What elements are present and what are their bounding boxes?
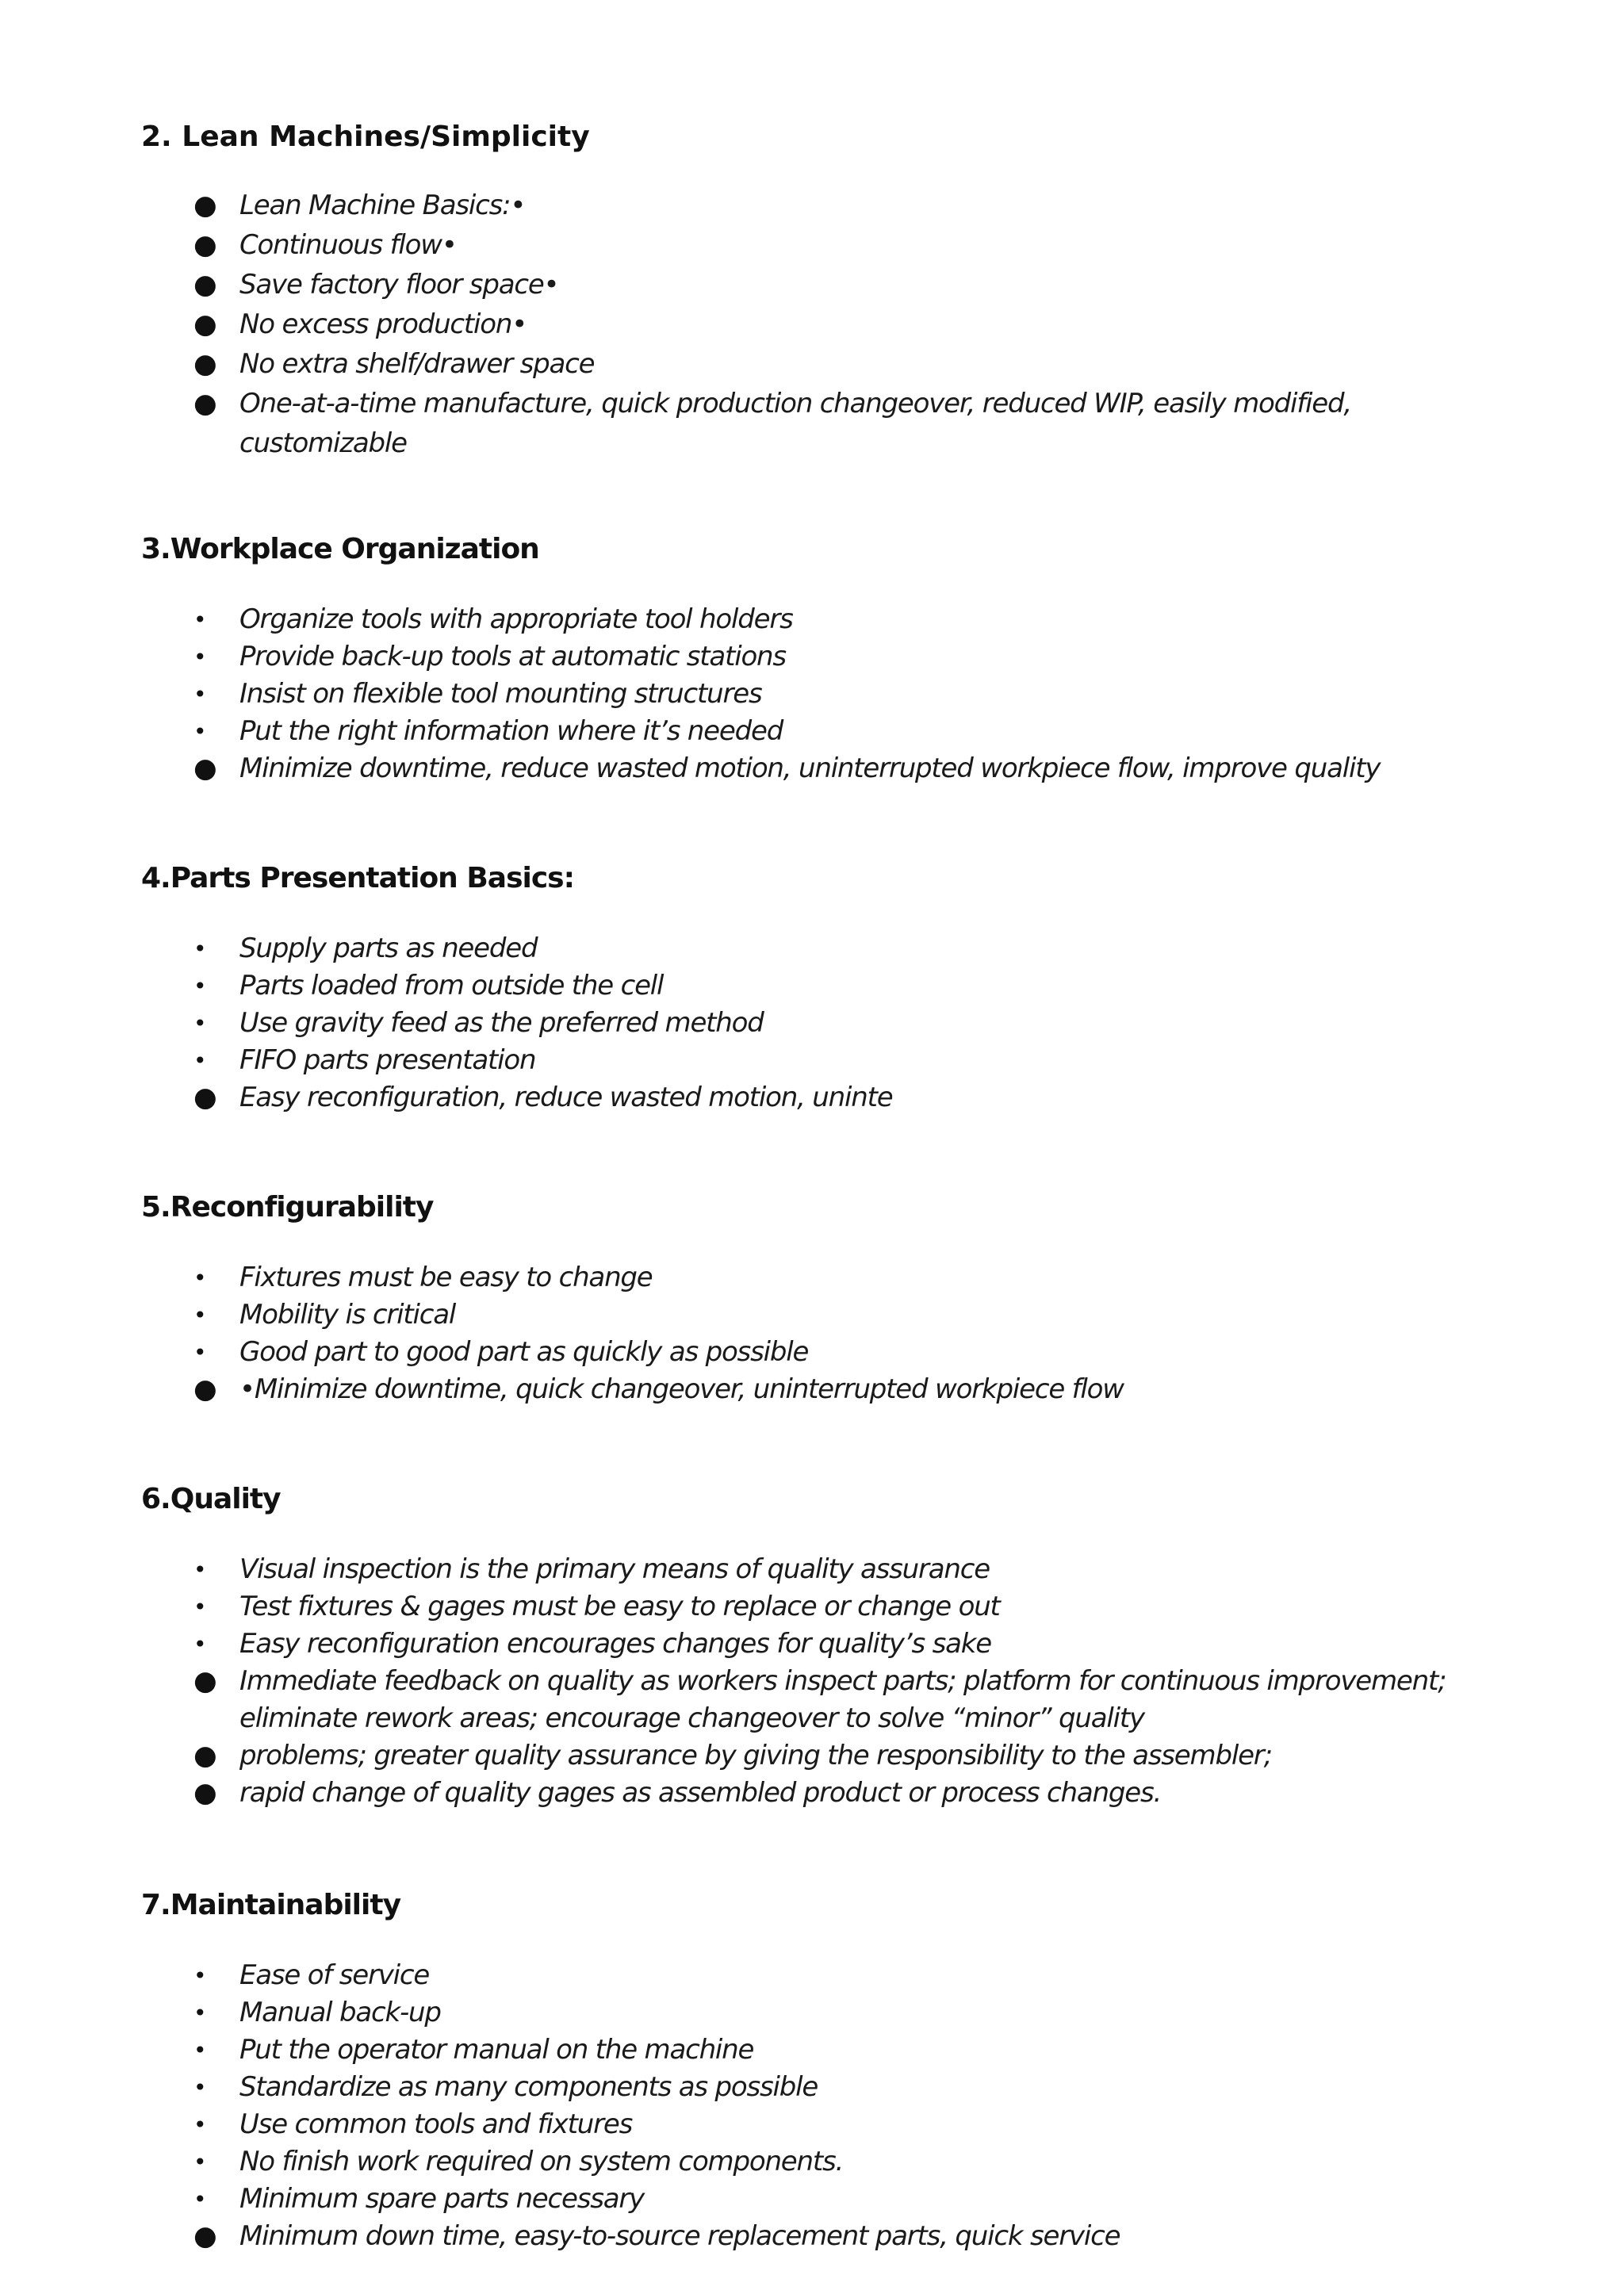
list-item (141, 713, 1521, 750)
bullet-icon: • (193, 1265, 207, 1291)
section-maintainability (141, 1887, 1521, 2255)
section-heading: 2. Lean Machines/Simplicity (141, 121, 590, 153)
bullet-list (141, 930, 1521, 1116)
bullet-icon: ● (193, 1373, 217, 1405)
list-item-text: Save factory floor space• (239, 269, 559, 301)
list-item (141, 304, 1521, 344)
bullet-icon: • (193, 2037, 207, 2063)
list-item (141, 1994, 1521, 2032)
list-item (141, 2069, 1521, 2106)
list-item-text: Immediate feedback on quality as workers inspect parts; platform for continuous improvement; eliminate rework areas; encourage changeover to solve “minor” quality (239, 1665, 1446, 1734)
bullet-list (141, 601, 1521, 787)
list-item-text: Insist on flexible tool mounting structures (239, 678, 762, 710)
section-reconfigurability (141, 1189, 1521, 1408)
bullet-icon: ● (193, 269, 217, 301)
section-workplace-organization (141, 531, 1521, 787)
list-item-text: One-at-a-time manufacture, quick production changeover, reduced WIP, easily modified, customizable (239, 388, 1352, 459)
list-item-text: Visual inspection is the primary means of quality assurance (239, 1553, 990, 1585)
list-item (141, 930, 1521, 967)
bullet-icon: ● (193, 190, 217, 221)
bullet-icon: ● (193, 308, 217, 340)
list-item-text: Minimum down time, easy-to-source replacement parts, quick service (239, 2220, 1120, 2252)
bullet-icon: ● (193, 2220, 217, 2252)
bullet-icon: • (193, 718, 207, 745)
bullet-icon: • (193, 1557, 207, 1583)
list-item-text: Ease of service (239, 1959, 430, 1991)
list-item-text: Provide back-up tools at automatic stations (239, 641, 786, 672)
list-item (141, 1334, 1521, 1371)
list-item (141, 1005, 1521, 1042)
list-item (141, 1296, 1521, 1334)
list-item (141, 1957, 1521, 1994)
list-item (141, 1551, 1521, 1588)
list-item (141, 1737, 1521, 1775)
list-item (141, 1663, 1521, 1737)
list-item (141, 344, 1521, 384)
section-heading: 5.Reconfigurability (141, 1191, 434, 1224)
list-item (141, 2181, 1521, 2218)
list-item (141, 265, 1521, 304)
list-item-text: Lean Machine Basics:• (239, 190, 526, 221)
list-item-text: Use common tools and fixtures (239, 2108, 633, 2140)
list-item-text: Organize tools with appropriate tool holders (239, 603, 793, 635)
section-heading: 3.Workplace Organization (141, 533, 539, 565)
bullet-icon: • (193, 2186, 207, 2212)
bullet-icon: • (193, 936, 207, 962)
list-item-text: Mobility is critical (239, 1299, 456, 1331)
list-item (141, 676, 1521, 713)
section-parts-presentation (141, 860, 1521, 1116)
list-item-text: Good part to good part as quickly as possible (239, 1336, 809, 1368)
list-item-text: •Minimize downtime, quick changeover, uninterrupted workpiece flow (239, 1373, 1124, 1405)
list-item (141, 225, 1521, 265)
list-item-text: rapid change of quality gages as assembled product or process changes. (239, 1777, 1162, 1809)
list-item (141, 2032, 1521, 2069)
list-item (141, 1626, 1521, 1663)
list-item (141, 638, 1521, 676)
bullet-icon: • (193, 607, 207, 633)
bullet-list (141, 1259, 1521, 1408)
bullet-icon: ● (193, 348, 217, 380)
list-item-text: Standardize as many components as possible (239, 2071, 818, 2103)
list-item-text: Test fixtures & gages must be easy to replace or change out (239, 1591, 1000, 1622)
list-item (141, 601, 1521, 638)
list-item-text: Use gravity feed as the preferred method (239, 1007, 764, 1039)
list-item-text: No extra shelf/drawer space (239, 348, 595, 380)
section-quality (141, 1481, 1521, 1812)
bullet-icon: ● (193, 229, 217, 261)
section-heading: 7.Maintainability (141, 1889, 401, 1921)
bullet-list (141, 186, 1521, 463)
bullet-list (141, 1957, 1521, 2255)
bullet-icon: ● (193, 388, 217, 419)
bullet-list (141, 1551, 1521, 1812)
list-item-text: Minimize downtime, reduce wasted motion, uninterrupted workpiece flow, improve quality (239, 753, 1381, 784)
bullet-icon: • (193, 973, 207, 999)
list-item (141, 967, 1521, 1005)
list-item-text: Supply parts as needed (239, 933, 538, 964)
list-item-text: No finish work required on system components. (239, 2146, 844, 2177)
bullet-icon: • (193, 2112, 207, 2138)
list-item-text: problems; greater quality assurance by giving the responsibility to the assembler; (239, 1740, 1272, 1771)
bullet-icon: ● (193, 1082, 217, 1113)
list-item (141, 750, 1521, 787)
bullet-icon: • (193, 1047, 207, 1074)
bullet-icon: ● (193, 1740, 217, 1771)
list-item-text: Fixtures must be easy to change (239, 1262, 653, 1293)
bullet-icon: • (193, 1631, 207, 1657)
bullet-icon: • (193, 2000, 207, 2026)
bullet-icon: • (193, 1302, 207, 1328)
list-item-text: Manual back-up (239, 1997, 441, 2028)
list-item (141, 2106, 1521, 2143)
list-item-text: Minimum spare parts necessary (239, 2183, 645, 2215)
list-item (141, 186, 1521, 225)
list-item-text: Continuous flow• (239, 229, 457, 261)
list-item (141, 1042, 1521, 1079)
bullet-icon: ● (193, 1777, 217, 1809)
bullet-icon: • (193, 644, 207, 670)
list-item (141, 1588, 1521, 1626)
section-heading: 4.Parts Presentation Basics: (141, 862, 574, 894)
list-item (141, 384, 1521, 463)
list-item-text: Put the right information where it’s needed (239, 715, 783, 747)
section-heading: 6.Quality (141, 1483, 281, 1515)
list-item-text: Easy reconfiguration, reduce wasted motion, uninte (239, 1082, 893, 1113)
list-item-text: No excess production• (239, 308, 527, 340)
list-item (141, 1259, 1521, 1296)
list-item (141, 2143, 1521, 2181)
list-item-text: Put the operator manual on the machine (239, 2034, 754, 2066)
list-item-text: FIFO parts presentation (239, 1044, 536, 1076)
list-item (141, 1079, 1521, 1116)
list-item-text: Parts loaded from outside the cell (239, 970, 664, 1001)
list-item-text: Easy reconfiguration encourages changes for quality’s sake (239, 1628, 991, 1660)
bullet-icon: • (193, 1010, 207, 1036)
bullet-icon: • (193, 681, 207, 707)
bullet-icon: • (193, 2149, 207, 2175)
list-item (141, 1371, 1521, 1408)
list-item (141, 2218, 1521, 2255)
bullet-icon: ● (193, 1665, 217, 1697)
bullet-icon: • (193, 1963, 207, 1989)
list-item (141, 1775, 1521, 1812)
bullet-icon: • (193, 2074, 207, 2101)
bullet-icon: ● (193, 753, 217, 784)
section-lean-machines (141, 119, 1521, 463)
bullet-icon: • (193, 1339, 207, 1365)
bullet-icon: • (193, 1594, 207, 1620)
